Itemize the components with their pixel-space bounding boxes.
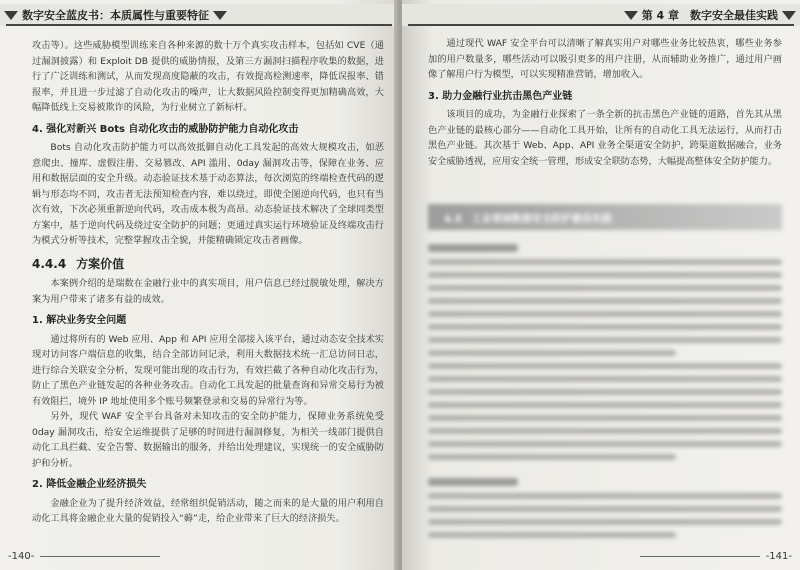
section-heading: 2. 降低金融企业经济损失 — [32, 479, 147, 490]
paragraph: 金融企业为了提升经济效益，经常组织促销活动，随之而来的是大量的用户利用自动化工具将金融企业大量的促销投入“薅”走，给企业带来了巨大的经济损失。 — [32, 497, 384, 524]
header-rule — [408, 24, 794, 26]
footer-rule — [40, 556, 160, 557]
header-rule — [6, 24, 392, 26]
paragraph: Bots 自动化攻击防护能力可以高效抵御自动化工具发起的高效大规模攻击，如恶意爬虫、撞库、虚假注册、交易篡改、API 滥用、0day 漏洞攻击等，保障在业务、应用和数据层面的安全升级。动态验证技术基于动态算法，每次浏览的终端检查代码的逻辑与形态均不同，攻击者无法预知检查内容，难以绕过，即使全图逆向代码，也只有当次有效，下次必须重新逆向代码，攻击成本极为高昂。动态验证技术解决了全球同类型方案中，基于逆向代码及绕过安全防护的问题；更通过真实运行环境验证及终端攻击行为模式分析等技术，完整掌握攻击全貌，并能精确锁定攻击者画像。 — [32, 142, 384, 246]
paragraph: 通过现代 WAF 安全平台可以清晰了解真实用户对哪些业务比较热衷，哪些业务参加的用户数量多，哪些活动可以吸引更多的用户注册，从而辅助业务推广，通过用户画像了解用户行为模型，可以实现精准营销，增加收入。 — [428, 38, 782, 80]
footer-rule — [640, 556, 760, 557]
page-number: 140 — [11, 550, 31, 562]
subsection-heading — [32, 257, 384, 273]
banner-text: 4.5 工业领域数据安全防护最佳实践 — [444, 213, 612, 225]
left-page — [0, 0, 398, 570]
section-heading: 1. 解决业务安全问题 — [32, 315, 127, 326]
triangle-icon — [782, 11, 796, 20]
paragraph: 通过将所有的 Web 应用、App 和 API 应用全部接入该平台，通过动态安全技术实现对访问客户端信息的收集，结合全部访问记录，利用大数据技术统一汇总访问日志，进行综合关联安全分析，发现可能出现的攻击行为，有效拦截了各种自动化攻击行为，防止了黑色产业链发起的各种业务攻击。自动化工具发起的批量查询和异常交易行为被有效阻拦，境外 IP 地址使用多个账号频繁登录和交易的异常行为等。 — [32, 333, 384, 407]
section-banner — [428, 204, 782, 230]
section-heading: 3. 助力金融行业抗击黑色产业链 — [428, 90, 573, 102]
triangle-icon — [213, 11, 227, 20]
blurred-content — [428, 196, 782, 536]
paragraph: 该项目的成功，为金融行业探索了一条全新的抗击黑色产业链的道路，首先其从黑色产业链的最核心部分——自动化工具开始，让所有的自动化工具无法运行，从而打击黑色产业链。其次基于 Web、App、API 业务全渠道安全防护，跨渠道数据融合，业务安全威胁透视，应用安全统一管理，形成安全联防态势，大幅提高整体安全防护能力。 — [428, 109, 782, 167]
paragraph: 另外，现代 WAF 安全平台具备对未知攻击的安全防护能力，保障业务系统免受 0day 漏洞攻击，给安全运维提供了足够的时间进行漏洞修复，为相关一线部门提供自动化工具拦截、安全告警、数据输出的服务，并给出处理建议，实现统一的安全威胁防护和分析。 — [32, 411, 384, 469]
page-number: 141 — [769, 550, 789, 562]
right-header-text: 第 4 章 数字安全最佳实践 — [641, 9, 778, 22]
left-body — [32, 38, 384, 527]
triangle-icon — [4, 11, 18, 20]
paragraph: 本案例介绍的是瑞数在金融行业中的真实项目，用户信息已经过脱敏处理，解决方案为用户带来了诸多有益的成效。 — [32, 278, 384, 305]
right-page — [402, 0, 800, 570]
left-header-text: 数字安全蓝皮书：本质属性与重要特征 — [22, 9, 209, 22]
left-running-header — [0, 4, 398, 26]
subsection-title: 方案价值 — [76, 256, 125, 271]
paragraph: 攻击等）。这些威胁模型训练来自各种来源的数十万个真实攻击样本，包括如 CVE（通过漏洞披露）和 Exploit DB 提供的威胁情报，及第三方漏洞扫描程序收集的数据，进行了广泛训练和测试，从而发现高度隐蔽的攻击，有效提高检测速率，降低误报率、错报率，并且进一步过滤了自动化攻击的噪声，让大数据风险控制变得更加精确高效，大幅降低线上交易被欺诈的风险，为行业树立了新标杆。 — [32, 40, 384, 113]
right-footer: - 141 - — [634, 546, 792, 566]
triangle-icon — [624, 11, 638, 20]
left-footer: - 140 - — [8, 546, 166, 566]
section-heading: 4. 强化对新兴 Bots 自动化攻击的威胁防护能力自动化攻击 — [32, 123, 299, 135]
right-body — [428, 36, 782, 169]
right-running-header — [402, 4, 800, 26]
subsection-number: 4.4.4 — [32, 256, 67, 271]
